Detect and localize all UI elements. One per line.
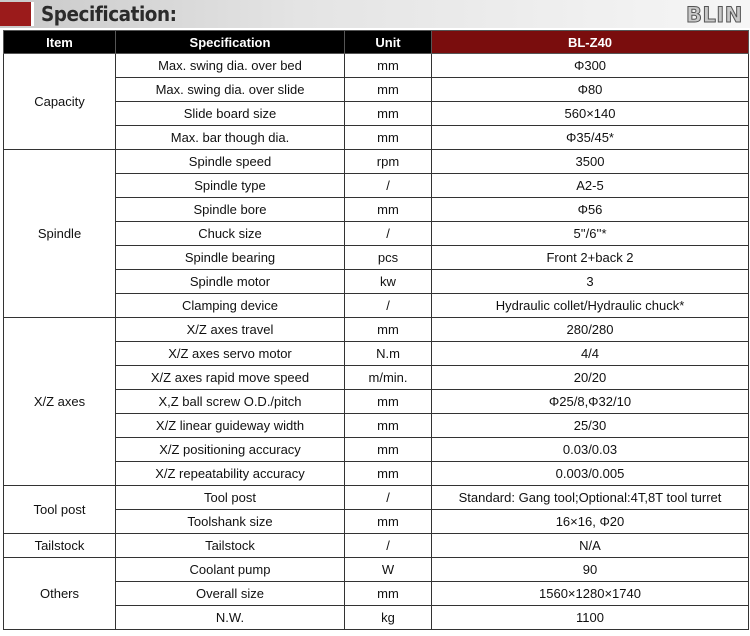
unit-cell: / [345, 174, 432, 198]
table-row [4, 414, 749, 438]
column-header-unit: Unit [345, 31, 432, 54]
value-cell: 16×16, Φ20 [432, 510, 749, 534]
spec-cell: X/Z axes rapid move speed [116, 366, 345, 390]
value-cell: 0.003/0.005 [432, 462, 749, 486]
spec-cell: Max. bar though dia. [116, 126, 345, 150]
table-row [4, 174, 749, 198]
spec-cell: Spindle motor [116, 270, 345, 294]
spec-cell: X/Z linear guideway width [116, 414, 345, 438]
unit-cell: mm [345, 438, 432, 462]
unit-cell: m/min. [345, 366, 432, 390]
value-cell: 4/4 [432, 342, 749, 366]
unit-cell: mm [345, 126, 432, 150]
group-item-cell: Spindle [4, 150, 116, 318]
unit-cell: pcs [345, 246, 432, 270]
spec-cell: X/Z positioning accuracy [116, 438, 345, 462]
table-body [4, 54, 749, 630]
unit-cell: mm [345, 318, 432, 342]
specification-table [3, 30, 749, 630]
table-row [4, 558, 749, 582]
page-title: Specification: [41, 2, 177, 26]
table-row [4, 270, 749, 294]
brand-logo [686, 3, 744, 25]
unit-cell: mm [345, 102, 432, 126]
unit-cell: mm [345, 390, 432, 414]
unit-cell: kg [345, 606, 432, 630]
value-cell: 3 [432, 270, 749, 294]
unit-cell: rpm [345, 150, 432, 174]
unit-cell: N.m [345, 342, 432, 366]
unit-cell: mm [345, 582, 432, 606]
table-row [4, 198, 749, 222]
spec-cell: Overall size [116, 582, 345, 606]
spec-cell: Spindle bearing [116, 246, 345, 270]
table-row [4, 102, 749, 126]
value-cell: 280/280 [432, 318, 749, 342]
spec-cell: N.W. [116, 606, 345, 630]
value-cell: Front 2+back 2 [432, 246, 749, 270]
value-cell: 1560×1280×1740 [432, 582, 749, 606]
table-row [4, 342, 749, 366]
spec-cell: Spindle type [116, 174, 345, 198]
table-row [4, 438, 749, 462]
spec-cell: X,Z ball screw O.D./pitch [116, 390, 345, 414]
value-cell: Φ56 [432, 198, 749, 222]
header-banner [0, 0, 750, 28]
spec-cell: Spindle speed [116, 150, 345, 174]
unit-cell: mm [345, 414, 432, 438]
table-row [4, 390, 749, 414]
unit-cell: / [345, 222, 432, 246]
value-cell: 90 [432, 558, 749, 582]
table-row [4, 294, 749, 318]
unit-cell: / [345, 486, 432, 510]
value-cell: Φ300 [432, 54, 749, 78]
value-cell: 5''/6''* [432, 222, 749, 246]
spec-cell: Slide board size [116, 102, 345, 126]
table-row [4, 78, 749, 102]
spec-cell: Toolshank size [116, 510, 345, 534]
unit-cell: mm [345, 510, 432, 534]
table-row [4, 54, 749, 78]
column-header-model: BL-Z40 [432, 31, 749, 54]
value-cell: A2-5 [432, 174, 749, 198]
unit-cell: / [345, 294, 432, 318]
value-cell: 3500 [432, 150, 749, 174]
group-item-cell: Capacity [4, 54, 116, 150]
group-item-cell: Others [4, 558, 116, 630]
spec-cell: Coolant pump [116, 558, 345, 582]
table-row [4, 246, 749, 270]
value-cell: Hydraulic collet/Hydraulic chuck* [432, 294, 749, 318]
table-header-row [4, 31, 749, 54]
value-cell: Φ25/8,Φ32/10 [432, 390, 749, 414]
unit-cell: mm [345, 462, 432, 486]
unit-cell: mm [345, 78, 432, 102]
unit-cell: kw [345, 270, 432, 294]
value-cell: 560×140 [432, 102, 749, 126]
table-row [4, 126, 749, 150]
unit-cell: W [345, 558, 432, 582]
value-cell: 0.03/0.03 [432, 438, 749, 462]
table-row [4, 510, 749, 534]
column-header-item: Item [4, 31, 116, 54]
svg-text:BLIN: BLIN [686, 3, 743, 25]
value-cell: 25/30 [432, 414, 749, 438]
table-row [4, 534, 749, 558]
spec-cell: X/Z repeatability accuracy [116, 462, 345, 486]
table-row [4, 318, 749, 342]
spec-cell: Spindle bore [116, 198, 345, 222]
table-row [4, 486, 749, 510]
value-cell: Φ80 [432, 78, 749, 102]
spec-cell: Tool post [116, 486, 345, 510]
spec-cell: Max. swing dia. over slide [116, 78, 345, 102]
table-row [4, 462, 749, 486]
accent-bar [0, 2, 32, 26]
group-item-cell: Tailstock [4, 534, 116, 558]
table-row [4, 366, 749, 390]
unit-cell: mm [345, 54, 432, 78]
value-cell: Standard: Gang tool;Optional:4T,8T tool turret [432, 486, 749, 510]
value-cell: 1100 [432, 606, 749, 630]
value-cell: Φ35/45* [432, 126, 749, 150]
value-cell: N/A [432, 534, 749, 558]
group-item-cell: X/Z axes [4, 318, 116, 486]
column-header-specification: Specification [116, 31, 345, 54]
value-cell: 20/20 [432, 366, 749, 390]
spec-cell: Tailstock [116, 534, 345, 558]
unit-cell: / [345, 534, 432, 558]
table-row [4, 582, 749, 606]
spec-cell: Max. swing dia. over bed [116, 54, 345, 78]
table-row [4, 222, 749, 246]
spec-cell: X/Z axes travel [116, 318, 345, 342]
group-item-cell: Tool post [4, 486, 116, 534]
unit-cell: mm [345, 198, 432, 222]
table-row [4, 150, 749, 174]
spec-cell: Chuck size [116, 222, 345, 246]
spec-cell: X/Z axes servo motor [116, 342, 345, 366]
spec-cell: Clamping device [116, 294, 345, 318]
table-row [4, 606, 749, 630]
